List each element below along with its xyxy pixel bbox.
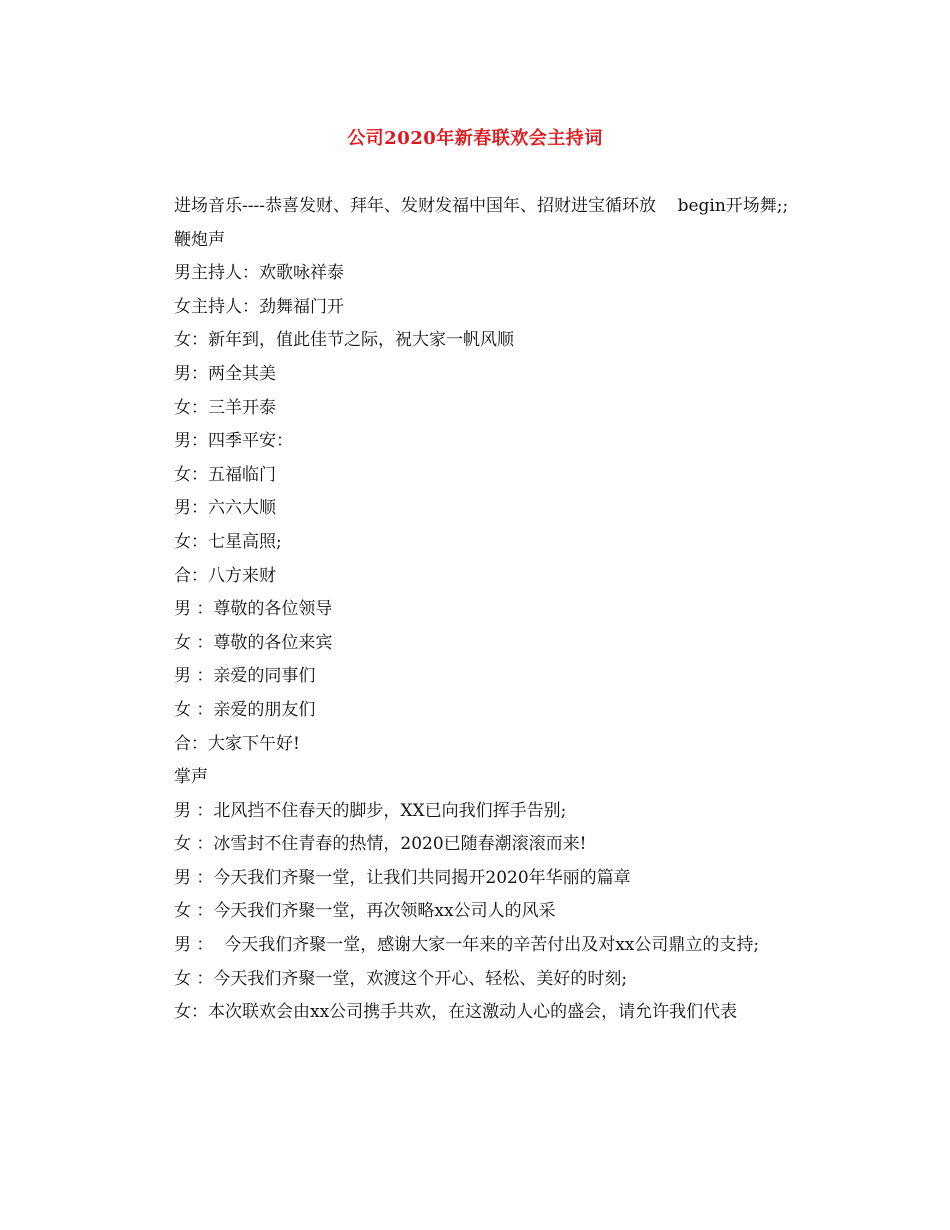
paragraph-line: 男：四季平安： bbox=[174, 431, 293, 452]
paragraph-line: 女 ：亲爱的朋友们 bbox=[174, 699, 316, 720]
paragraph-line: 女：新年到，值此佳节之际，祝大家一帆风顺 bbox=[174, 330, 514, 351]
paragraph-line: 合：大家下午好! bbox=[174, 733, 300, 754]
document-title: 公司2020年新春联欢会主持词 bbox=[347, 128, 603, 149]
paragraph-line: 女：五福临门 bbox=[174, 464, 276, 485]
paragraph-line: 男 ：尊敬的各位领导 bbox=[174, 599, 333, 620]
paragraph-line: 男：两全其美 bbox=[174, 363, 276, 384]
paragraph-line: 男 ： 今天我们齐聚一堂，感谢大家一年来的辛苦付出及对xx公司鼎立的支持; bbox=[174, 935, 760, 956]
paragraph-intro-music: 进场音乐----恭喜发财、拜年、发财发福中国年、招财进宝循环放 begin开场舞;; bbox=[174, 196, 789, 216]
paragraph-line: 女主持人：劲舞福门开 bbox=[174, 296, 344, 317]
paragraph-line: 女：七星高照; bbox=[174, 531, 282, 552]
paragraph-line: 掌声 bbox=[174, 767, 208, 788]
paragraph-line: 男 ：今天我们齐聚一堂，让我们共同揭开2020年华丽的篇章 bbox=[174, 867, 631, 888]
paragraph-line: 男：六六大顺 bbox=[174, 498, 276, 519]
paragraph-line: 女 ：今天我们齐聚一堂，欢渡这个开心、轻松、美好的时刻; bbox=[174, 968, 628, 989]
paragraph-line: 女 ：今天我们齐聚一堂，再次领略xx公司人的风采 bbox=[174, 901, 556, 922]
paragraph-line: 男 ：北风挡不住春天的脚步，XX已向我们挥手告别; bbox=[174, 800, 567, 821]
document-body bbox=[140, 190, 815, 1030]
paragraph-line: 女 ：尊敬的各位来宾 bbox=[174, 632, 333, 653]
paragraph-line: 女 ：冰雪封不住青春的热情，2020已随春潮滚滚而来! bbox=[174, 834, 587, 855]
paragraph-line: 男 ：亲爱的同事们 bbox=[174, 666, 316, 687]
paragraph-line: 男主持人：欢歌咏祥泰 bbox=[174, 263, 344, 284]
paragraph-line: 鞭炮声 bbox=[174, 229, 225, 250]
paragraph-line: 合：八方来财 bbox=[174, 565, 276, 586]
paragraph-line: 女：本次联欢会由xx公司携手共欢，在这激动人心的盛会，请允许我们代表 bbox=[174, 1002, 738, 1023]
paragraph-line: 女：三羊开泰 bbox=[174, 397, 276, 418]
